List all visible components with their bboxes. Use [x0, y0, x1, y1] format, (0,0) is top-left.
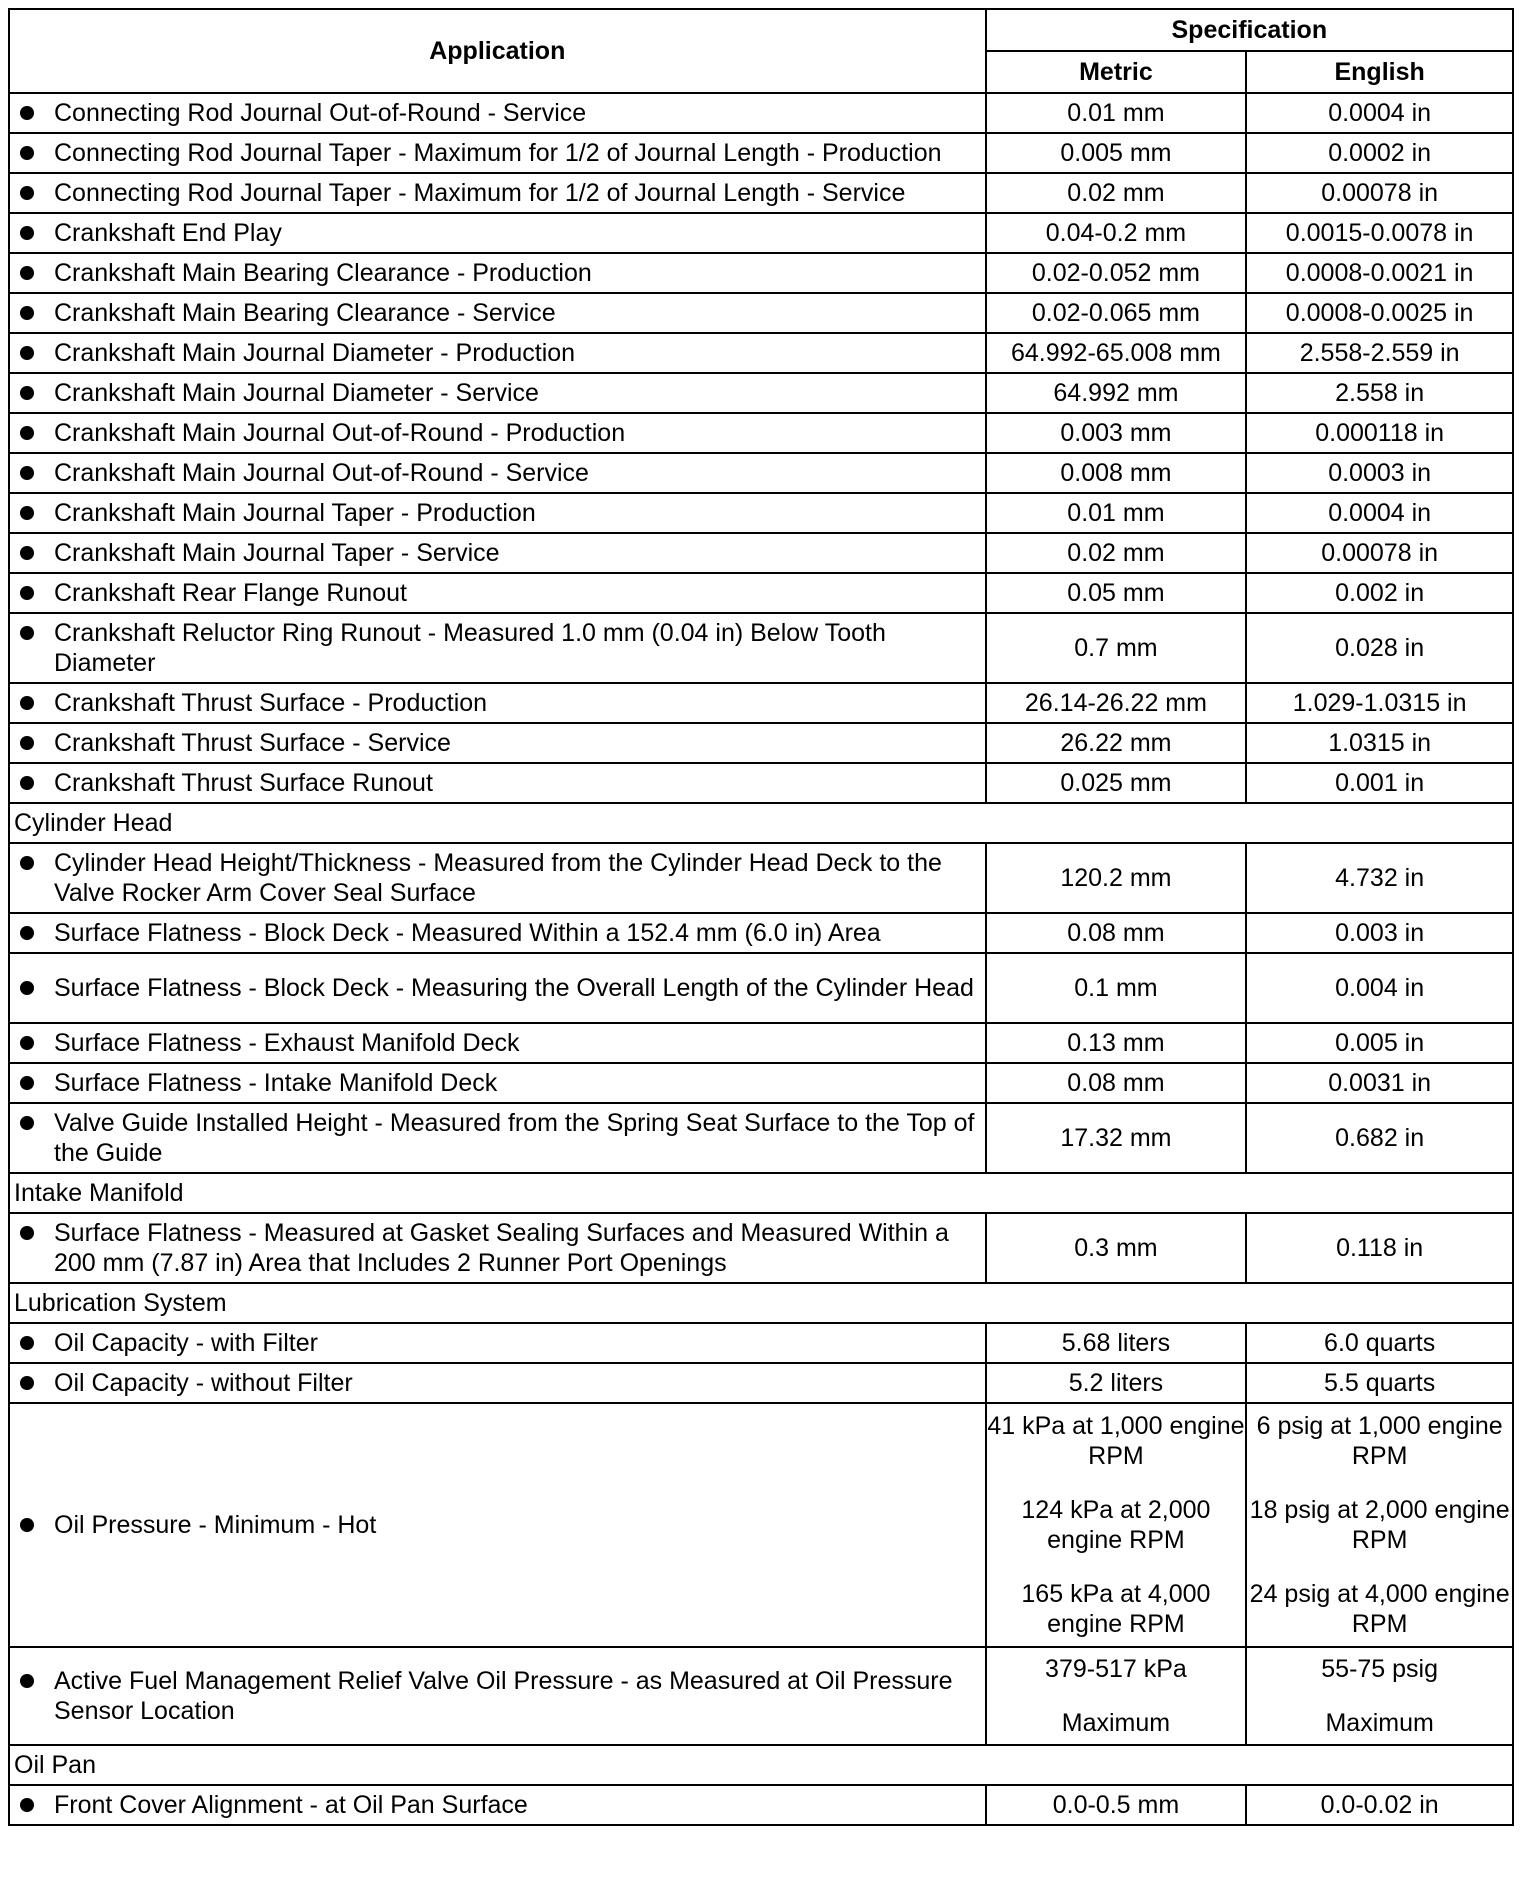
header-english: English	[1246, 51, 1513, 93]
metric-value: 5.2 liters	[986, 1363, 1247, 1403]
application-text: Crankshaft Main Journal Diameter - Service	[54, 379, 539, 407]
application-text: Crankshaft Main Bearing Clearance - Production	[54, 259, 592, 287]
table-row	[9, 1213, 1513, 1283]
table-row	[9, 293, 1513, 333]
table-row	[9, 683, 1513, 723]
metric-value: 0.02-0.065 mm	[986, 293, 1247, 333]
english-value: 1.0315 in	[1246, 723, 1513, 763]
table-row	[9, 1323, 1513, 1363]
metric-value	[986, 1647, 1247, 1745]
bullet-icon	[20, 736, 34, 750]
bullet-icon	[20, 1226, 34, 1240]
bullet-icon	[20, 506, 34, 520]
english-value: 0.0008-0.0025 in	[1246, 293, 1513, 333]
bullet-icon	[20, 1674, 34, 1688]
english-value: 0.005 in	[1246, 1023, 1513, 1063]
application-text: Connecting Rod Journal Out-of-Round - Service	[54, 99, 587, 127]
table-row	[9, 133, 1513, 173]
metric-line: 379-517 kPa	[1045, 1655, 1187, 1683]
table-row	[9, 373, 1513, 413]
section-title: Intake Manifold	[9, 1173, 1513, 1213]
english-value: 0.0015-0.0078 in	[1246, 213, 1513, 253]
application-text: Surface Flatness - Block Deck - Measuring the Overall Length of the Cylinder Head	[54, 974, 974, 1002]
metric-value: 0.01 mm	[986, 93, 1247, 133]
metric-line: Maximum	[1061, 1709, 1171, 1737]
table-row	[9, 253, 1513, 293]
bullet-icon	[20, 981, 34, 995]
english-value: 0.001 in	[1246, 763, 1513, 803]
bullet-icon	[20, 226, 34, 240]
metric-value: 26.22 mm	[986, 723, 1247, 763]
bullet-icon	[20, 306, 34, 320]
application-text: Crankshaft End Play	[54, 219, 282, 247]
metric-value: 0.3 mm	[986, 1213, 1247, 1283]
metric-value: 0.7 mm	[986, 613, 1247, 683]
bullet-icon	[20, 926, 34, 940]
section-title: Lubrication System	[9, 1283, 1513, 1323]
header-application: Application	[9, 9, 986, 93]
table-row	[9, 913, 1513, 953]
application-text: Oil Capacity - with Filter	[54, 1329, 318, 1357]
application-text: Crankshaft Thrust Surface Runout	[54, 769, 433, 797]
english-value: 0.0008-0.0021 in	[1246, 253, 1513, 293]
table-row	[9, 453, 1513, 493]
table-row	[9, 1785, 1513, 1825]
table-row-afm	[9, 1647, 1513, 1745]
application-text: Oil Pressure - Minimum - Hot	[54, 1511, 377, 1539]
table-row	[9, 613, 1513, 683]
bullet-icon	[20, 466, 34, 480]
english-value	[1246, 1647, 1513, 1745]
metric-value: 0.02 mm	[986, 533, 1247, 573]
metric-value: 17.32 mm	[986, 1103, 1247, 1173]
table-row-oil-pressure	[9, 1403, 1513, 1647]
bullet-icon	[20, 1518, 34, 1532]
bullet-icon	[20, 346, 34, 360]
bullet-icon	[20, 776, 34, 790]
metric-value: 0.005 mm	[986, 133, 1247, 173]
bullet-icon	[20, 386, 34, 400]
bullet-icon	[20, 1036, 34, 1050]
header-specification: Specification	[986, 9, 1513, 51]
table-row	[9, 843, 1513, 913]
application-text: Cylinder Head Height/Thickness - Measured from the Cylinder Head Deck to the Valve Rocker Arm Cover Seal Surface	[54, 849, 942, 907]
table-row	[9, 213, 1513, 253]
section-title: Cylinder Head	[9, 803, 1513, 843]
table-row	[9, 173, 1513, 213]
english-line: 24 psig at 4,000 engine RPM	[1249, 1580, 1510, 1638]
english-value: 2.558-2.559 in	[1246, 333, 1513, 373]
english-value: 5.5 quarts	[1246, 1363, 1513, 1403]
bullet-icon	[20, 546, 34, 560]
header-metric: Metric	[986, 51, 1247, 93]
bullet-icon	[20, 586, 34, 600]
english-value: 0.00078 in	[1246, 173, 1513, 213]
table-row	[9, 413, 1513, 453]
table-row	[9, 1363, 1513, 1403]
section-title: Oil Pan	[9, 1745, 1513, 1785]
english-value: 0.0004 in	[1246, 93, 1513, 133]
application-text: Crankshaft Main Journal Taper - Service	[54, 539, 500, 567]
english-value: 0.004 in	[1246, 953, 1513, 1023]
english-line: 18 psig at 2,000 engine RPM	[1249, 1496, 1510, 1554]
english-value: 0.682 in	[1246, 1103, 1513, 1173]
english-value: 0.0002 in	[1246, 133, 1513, 173]
bullet-icon	[20, 1376, 34, 1390]
english-value	[1246, 1403, 1513, 1647]
metric-value: 0.08 mm	[986, 913, 1247, 953]
application-text: Crankshaft Main Journal Out-of-Round - Service	[54, 459, 589, 487]
application-text: Connecting Rod Journal Taper - Maximum for 1/2 of Journal Length - Service	[54, 179, 906, 207]
metric-value: 0.1 mm	[986, 953, 1247, 1023]
application-text: Crankshaft Main Journal Diameter - Production	[54, 339, 576, 367]
application-text: Crankshaft Main Journal Taper - Production	[54, 499, 536, 527]
metric-value	[986, 1403, 1247, 1647]
english-value: 0.0031 in	[1246, 1063, 1513, 1103]
application-text: Active Fuel Management Relief Valve Oil Pressure - as Measured at Oil Pressure Sensor Location	[54, 1667, 953, 1725]
english-value: 0.00078 in	[1246, 533, 1513, 573]
metric-line: 41 kPa at 1,000 engine RPM	[987, 1412, 1245, 1470]
application-text: Surface Flatness - Intake Manifold Deck	[54, 1069, 498, 1097]
metric-value: 0.05 mm	[986, 573, 1247, 613]
english-value: 4.732 in	[1246, 843, 1513, 913]
table-row	[9, 93, 1513, 133]
metric-value: 0.02-0.052 mm	[986, 253, 1247, 293]
bullet-icon	[20, 1076, 34, 1090]
bullet-icon	[20, 626, 34, 640]
application-text: Surface Flatness - Measured at Gasket Sealing Surfaces and Measured Within a 200 mm (7.87 in) Area that Includes 2 Runner Port Openings	[54, 1219, 949, 1277]
metric-value: 64.992-65.008 mm	[986, 333, 1247, 373]
application-text: Crankshaft Rear Flange Runout	[54, 579, 407, 607]
metric-value: 0.0-0.5 mm	[986, 1785, 1247, 1825]
bullet-icon	[20, 1798, 34, 1812]
table-row	[9, 1063, 1513, 1103]
metric-value: 0.04-0.2 mm	[986, 213, 1247, 253]
section-row-lubrication-system	[9, 1283, 1513, 1323]
bullet-icon	[20, 106, 34, 120]
table-row	[9, 1103, 1513, 1173]
english-value: 6.0 quarts	[1246, 1323, 1513, 1363]
bullet-icon	[20, 1336, 34, 1350]
bullet-icon	[20, 266, 34, 280]
english-value: 1.029-1.0315 in	[1246, 683, 1513, 723]
english-value: 0.028 in	[1246, 613, 1513, 683]
english-value: 0.0004 in	[1246, 493, 1513, 533]
english-value: 0.118 in	[1246, 1213, 1513, 1283]
bullet-icon	[20, 186, 34, 200]
metric-value: 5.68 liters	[986, 1323, 1247, 1363]
application-text: Crankshaft Main Journal Out-of-Round - Production	[54, 419, 626, 447]
application-text: Oil Capacity - without Filter	[54, 1369, 353, 1397]
metric-value: 0.025 mm	[986, 763, 1247, 803]
english-value: 2.558 in	[1246, 373, 1513, 413]
metric-value: 0.13 mm	[986, 1023, 1247, 1063]
bullet-icon	[20, 426, 34, 440]
table-row	[9, 1023, 1513, 1063]
section-row-intake-manifold	[9, 1173, 1513, 1213]
application-text: Crankshaft Main Bearing Clearance - Service	[54, 299, 556, 327]
bullet-icon	[20, 856, 34, 870]
english-line: 6 psig at 1,000 engine RPM	[1256, 1412, 1503, 1470]
table-row	[9, 533, 1513, 573]
application-text: Crankshaft Thrust Surface - Service	[54, 729, 451, 757]
section-row-cylinder-head	[9, 803, 1513, 843]
metric-line: 124 kPa at 2,000 engine RPM	[1021, 1496, 1211, 1554]
english-value: 0.002 in	[1246, 573, 1513, 613]
metric-line: 165 kPa at 4,000 engine RPM	[1021, 1580, 1211, 1638]
english-line: Maximum	[1325, 1709, 1434, 1737]
application-text: Crankshaft Thrust Surface - Production	[54, 689, 488, 717]
english-value: 0.003 in	[1246, 913, 1513, 953]
application-text: Surface Flatness - Block Deck - Measured Within a 152.4 mm (6.0 in) Area	[54, 919, 881, 947]
metric-value: 0.01 mm	[986, 493, 1247, 533]
metric-value: 0.003 mm	[986, 413, 1247, 453]
table-row	[9, 573, 1513, 613]
metric-value: 120.2 mm	[986, 843, 1247, 913]
metric-value: 0.08 mm	[986, 1063, 1247, 1103]
table-row	[9, 953, 1513, 1023]
metric-value: 64.992 mm	[986, 373, 1247, 413]
section-row-oil-pan	[9, 1745, 1513, 1785]
metric-value: 0.008 mm	[986, 453, 1247, 493]
metric-value: 26.14-26.22 mm	[986, 683, 1247, 723]
application-text: Connecting Rod Journal Taper - Maximum for 1/2 of Journal Length - Production	[54, 139, 942, 167]
application-text: Valve Guide Installed Height - Measured from the Spring Seat Surface to the Top of the Guide	[54, 1109, 975, 1167]
application-text: Crankshaft Reluctor Ring Runout - Measured 1.0 mm (0.04 in) Below Tooth Diameter	[54, 619, 886, 677]
english-line: 55-75 psig	[1321, 1655, 1439, 1683]
metric-value: 0.02 mm	[986, 173, 1247, 213]
english-value: 0.0003 in	[1246, 453, 1513, 493]
bullet-icon	[20, 696, 34, 710]
english-value: 0.0-0.02 in	[1246, 1785, 1513, 1825]
table-row	[9, 723, 1513, 763]
table-row	[9, 333, 1513, 373]
table-row	[9, 493, 1513, 533]
application-text: Front Cover Alignment - at Oil Pan Surface	[54, 1791, 528, 1819]
table-row	[9, 763, 1513, 803]
bullet-icon	[20, 1116, 34, 1130]
english-value: 0.000118 in	[1246, 413, 1513, 453]
spec-table	[8, 8, 1514, 1826]
application-text: Surface Flatness - Exhaust Manifold Deck	[54, 1029, 520, 1057]
bullet-icon	[20, 146, 34, 160]
